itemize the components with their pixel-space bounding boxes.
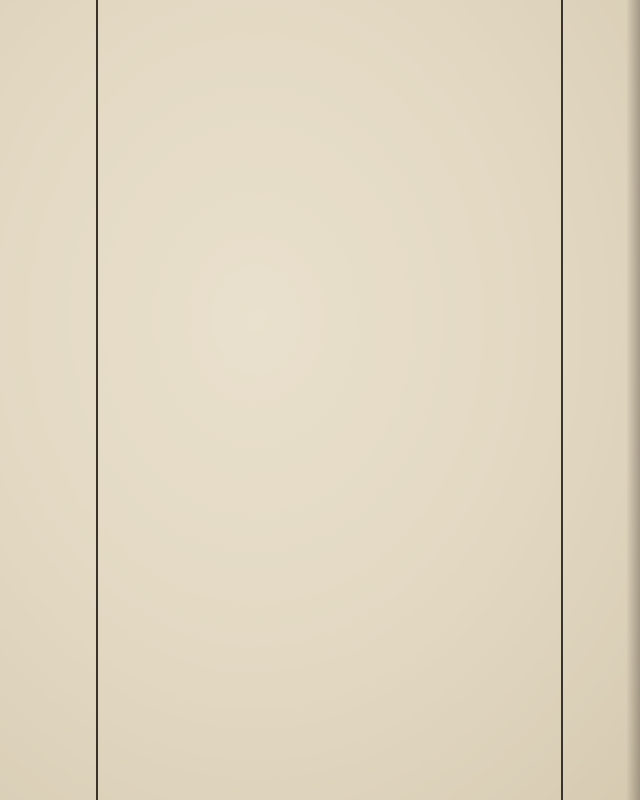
page-shadow bbox=[626, 0, 640, 800]
column-rule-left bbox=[96, 0, 98, 800]
column-rule-right bbox=[561, 0, 563, 800]
